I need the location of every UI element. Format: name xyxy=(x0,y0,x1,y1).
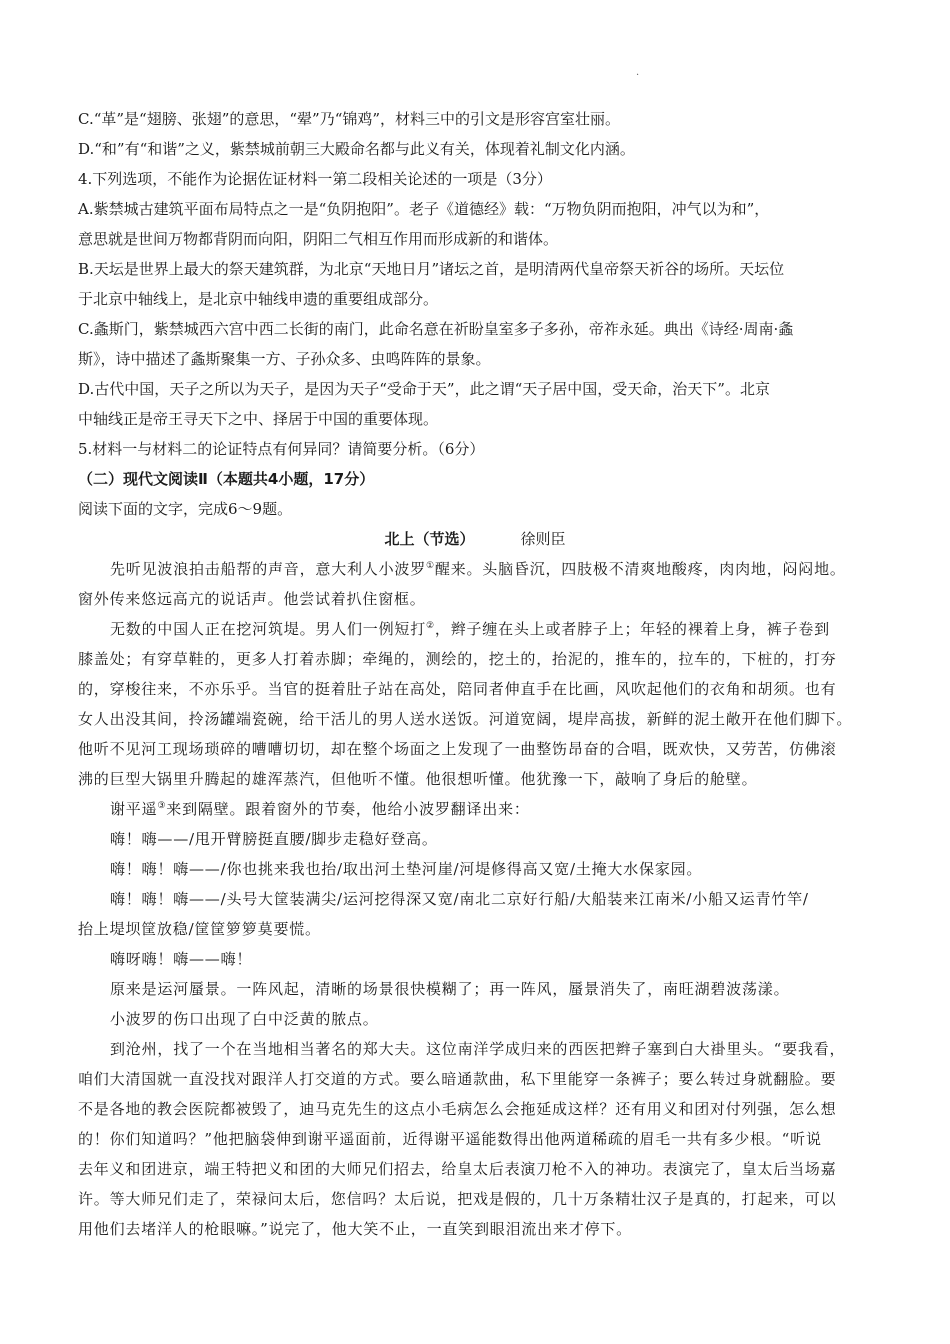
paragraph-2-line1: 无数的中国人正在挖河筑堤。男人们一例短打②，辫子缠在头上或者脖子上；年轻的裸着上身，裤子卷到 xyxy=(110,620,830,638)
paragraph-2-line4: 女人出没其间，拎汤罐端瓷碗，给干活儿的男人送水送饭。河道宽阔，堤岸高拔，新鲜的泥土敞开在他们脚下。 xyxy=(78,710,853,728)
q4-option-d-line2: 中轴线正是帝王寻天下之中、择居于中国的重要体现。 xyxy=(78,410,439,428)
paragraph-doctor-line5: 去年义和团进京，端王特把义和团的大师兄们招去，给皇太后表演刀枪不入的神功。表演完了，皇太后当场嘉 xyxy=(78,1160,837,1178)
paragraph-doctor-line7: 用他们去堵洋人的枪眼嘛。”说完了，他大笑不止，一直笑到眼泪流出来才停下。 xyxy=(78,1220,632,1238)
section-heading: （二）现代文阅读Ⅱ（本题共4小题，17分） xyxy=(78,470,375,488)
paragraph-2-line3: 的，穿梭往来，不亦乐乎。当官的挺着肚子站在高处，陪同者伸直手在比画，风吹起他们的衣角和胡须。也有 xyxy=(78,680,837,698)
q4-option-c-line1: C.螽斯门，紫禁城西六宫中西二长街的南门，此命名意在祈盼皇室多子多孙，帝祚永延。典出《诗经·周南·螽 xyxy=(78,320,794,338)
passage-author: 徐则臣 xyxy=(520,530,566,548)
paragraph-doctor-line3: 不是各地的教会医院都被毁了，迪马克先生的这点小毛病怎么会拖延成这样？还有用义和团对付列强，怎么想 xyxy=(78,1100,837,1118)
passage-title-block xyxy=(0,524,950,554)
paragraph-doctor-line1: 到沧州，找了一个在当地相当著名的郑大夫。这位南洋学成归来的西医把辫子塞到白大褂里头。“要我看， xyxy=(110,1040,846,1058)
q4-option-c-line2: 斯》，诗中描述了螽斯聚集一方、子孙众多、虫鸣阵阵的景象。 xyxy=(78,350,491,368)
song-line-1: 嗨！嗨——/甩开臂膀挺直腰/脚步走稳好登高。 xyxy=(110,830,438,848)
paragraph-2-line5: 他听不见河工现场琐碎的嘈嘈切切，却在整个场面之上发现了一曲整饬昂奋的合唱，既欢快，又劳苦，仿佛滚 xyxy=(78,740,837,758)
q4-option-a-line2: 意思就是世间万物都背阴而向阳，阴阳二气相互作用而形成新的和谐体。 xyxy=(78,230,559,248)
song-line-2: 嗨！嗨！嗨——/你也挑来我也抬/取出河土垫河崖/河堤修得高又宽/土掩大水保家园。 xyxy=(110,860,703,878)
song-line-3a: 嗨！嗨！嗨——/头号大筐装满尖/运河挖得深又宽/南北二京好行船/大船装来江南米/小船又运青竹竿/ xyxy=(110,890,809,908)
paragraph-2-line2: 膝盖处；有穿草鞋的，更多人打着赤脚；牵绳的，测绘的，挖土的，抬泥的，推车的，拉车的，下桩的，打夯 xyxy=(78,650,837,668)
paragraph-1-line2: 窗外传来悠远高亢的说话声。他尝试着扒住窗框。 xyxy=(78,590,426,608)
option-d-prev: D.“和”有“和谐”之义，紫禁城前朝三大殿命名都与此义有关，体现着礼制文化内涵。 xyxy=(78,140,635,158)
footnote-marker: ① xyxy=(426,561,435,571)
q4-option-a-line1: A.紫禁城古建筑平面布局特点之一是“负阴抱阳”。老子《道德经》载：“万物负阴而抱阳，冲气以为和”， xyxy=(78,200,770,218)
footnote-marker: ② xyxy=(426,621,435,631)
passage-title: 北上（节选） xyxy=(384,530,475,548)
paragraph-2-line6: 沸的巨型大锅里升腾起的雄浑蒸汽，但他听不懂。他很想听懂。他犹豫一下，敲响了身后的舱壁。 xyxy=(78,770,758,788)
paragraph-doctor-line6: 许。等大师兄们走了，荣禄问太后，您信吗？太后说，把戏是假的，几十万条精壮汉子是真的，打起来，可以 xyxy=(78,1190,837,1208)
option-c-prev: C.“革”是“翅膀、张翅”的意思，“翚”乃“锦鸡”，材料三中的引文是形容宫室壮丽。 xyxy=(78,110,621,128)
paragraph-doctor-line4: 的！你们知道吗？”他把脑袋伸到谢平遥面前，近得谢平遥能数得出他两道稀疏的眉毛一共有多少根。“听说 xyxy=(78,1130,822,1148)
song-line-3b: 抬上堤坝筐放稳/筐筐箩箩莫要慌。 xyxy=(78,920,321,938)
instruction: 阅读下面的文字，完成6～9题。 xyxy=(78,500,293,518)
q4-option-b-line1: B.天坛是世界上最大的祭天建筑群，为北京“天地日月”诸坛之首，是明清两代皇帝祭天祈谷的场所。天坛位 xyxy=(78,260,785,278)
paragraph-mirage: 原来是运河蜃景。一阵风起，清晰的场景很快模糊了；再一阵风，蜃景消失了，南旺湖碧波荡漾。 xyxy=(110,980,790,998)
paragraph-doctor-line2: 咱们大清国就一直没找对跟洋人打交道的方式。要么暗通款曲，私下里能穿一条裤子；要么转过身就翻脸。要 xyxy=(78,1070,837,1088)
paragraph-3: 谢平遥③来到隔壁。跟着窗外的节奏，他给小波罗翻译出来： xyxy=(110,800,530,818)
q4-option-d-line1: D.古代中国，天子之所以为天子，是因为天子“受命于天”，此之谓“天子居中国，受天命，治天下”。北京 xyxy=(78,380,770,398)
paragraph-wound: 小波罗的伤口出现了白中泛黄的脓点。 xyxy=(110,1010,379,1028)
top-dot: · xyxy=(636,70,640,81)
paragraph-1-line1: 先听见波浪拍击船帮的声音，意大利人小波罗①醒来。头脑昏沉，四肢极不清爽地酸疼，肉肉地，闷闷地。 xyxy=(110,560,846,578)
song-line-4: 嗨呀嗨！嗨——嗨！ xyxy=(110,950,253,968)
footnote-marker: ③ xyxy=(157,801,167,811)
question-4-stem: 4.下列选项，不能作为论据佐证材料一第二段相关论述的一项是（3分） xyxy=(78,170,552,188)
question-5: 5.材料一与材料二的论证特点有何异同？请简要分析。（6分） xyxy=(78,440,485,458)
q4-option-b-line2: 于北京中轴线上，是北京中轴线申遗的重要组成部分。 xyxy=(78,290,439,308)
